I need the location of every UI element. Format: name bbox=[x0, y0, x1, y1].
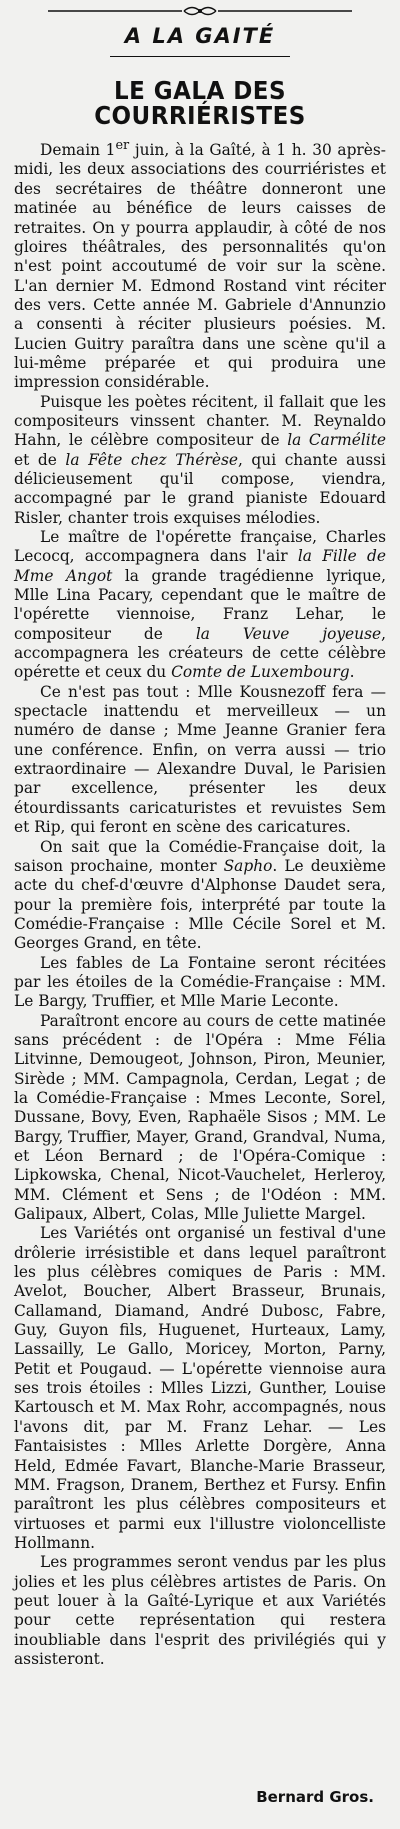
paragraph-8: Les Variétés ont organisé un festival d'une drôlerie irrésistible et dans lequel paraîtront les plus célèbres comiques de Paris : MM. Avelot, Boucher, Albert Brasseur, Brunais, Callamand, Diamand, André Dubosc, Fabre, Guy, Guyon fils, Huguenet, Hurteaux, Lamy, Lassailly, Le Gallo, Moricey, Morton, Parny, Petit et Pougaud. — L'opérette viennoise aura ses trois étoiles : Mlles Lizzi, Gunther, Louise Kartousch et M. Max Rohr, accompagnés, nous l'avons dit, par M. Franz Lehar. — Les Fantaisistes : Mlles Arlette Dorgère, Anna Held, Edmée Favart, Blanche-Marie Brasseur, MM. Fragson, Dranem, Berthez et Fursy. Enfin paraîtront les plus célèbres compositeurs et virtuoses et parmi eux l'illustre violoncelliste Hollmann. bbox=[14, 1224, 386, 1552]
paragraph-5: On sait que la Comédie-Française doit, la saison prochaine, monter Sapho. Le deuxième acte du chef-d'œuvre d'Alphonse Daudet sera, pour la première fois, interprété par toute la Comédie-Française : Mlle Cécile Sorel et M. Georges Grand, en tête. bbox=[14, 837, 386, 953]
paragraph-1: Demain 1er juin, à la Gaîté, à 1 h. 30 après-midi, les deux associations des courriéristes et des secrétaires de théâtre donneront une matinée au bénéfice de leurs caisses de retraites. On y pourra applaudir, à côté de nos gloires théâtrales, des personnalités qu'on n'est point accoutumé de voir sur la scène. L'an dernier M. Edmond Rostand vint réciter des vers. Cette année M. Gabriele d'Annunzio a consenti à réciter plusieurs poésies. M. Lucien Guitry paraîtra dans une scène qu'il a lui-même préparée et qui produira une impression considérable. bbox=[14, 138, 386, 392]
ornament-rule bbox=[48, 4, 352, 18]
kicker-underline bbox=[110, 56, 290, 57]
paragraph-4: Ce n'est pas tout : Mlle Kousnezoff fera — spectacle inattendu et merveilleux — un numéro de danse ; Mme Jeanne Granier fera une conférence. Enfin, on verra aussi — trio extraordinaire — Alexandre Duval, le Parisien par excellence, présenter les deux étourdissants caricaturistes et revuistes Sem et Rip, qui feront en scène des caricatures. bbox=[14, 682, 386, 837]
paragraph-6: Les fables de La Fontaine seront récitées par les étoiles de la Comédie-Française : MM. Le Bargy, Truffier, et Mlle Marie Leconte. bbox=[14, 953, 386, 1011]
article-body bbox=[14, 136, 386, 1669]
article-headline: LE GALA DES COURRIÉRISTES bbox=[94, 76, 306, 130]
paragraph-7: Paraîtront encore au cours de cette matinée sans précédent : de l'Opéra : Mme Félia Litvinne, Demougeot, Johnson, Piron, Meunier, Sirède ; MM. Campagnola, Cerdan, Legat ; de la Comédie-Française : Mmes Leconte, Sorel, Dussane, Bovy, Even, Raphaële Sisos ; MM. Le Bargy, Truffier, Mayer, Grand, Grandval, Numa, et Léon Bernard ; de l'Opéra-Comique : Lipkowska, Chenal, Nicot-Vauchelet, Herleroy, MM. Clément et Sens ; de l'Odéon : MM. Galipaux, Albert, Colas, Mlle Juliette Margel. bbox=[14, 1011, 386, 1224]
paragraph-3: Le maître de l'opérette française, Charles Lecocq, accompagnera dans l'air la Fille de Mme Angot la grande tragédienne lyrique, Mlle Lina Pacary, cependant que le maître de l'opérette viennoise, Franz Lehar, le compositeur de la Veuve joyeuse, accompagnera les créateurs de cette célèbre opérette et ceux du Comte de Luxembourg. bbox=[14, 528, 386, 682]
section-kicker: A LA GAITÉ bbox=[124, 24, 276, 48]
paragraph-2: Puisque les poètes récitent, il fallait que les compositeurs vinssent chanter. M. Reynaldo Hahn, le célèbre compositeur de la Carmélite et de la Fête chez Thérèse, qui chante aussi délicieusement qu'il compose, viendra, accompagné par le grand pianiste Edouard Risler, chanter trois exquises mélodies. bbox=[14, 392, 386, 527]
author-signature: Bernard Gros. bbox=[256, 1788, 374, 1806]
paragraph-9: Les programmes seront vendus par les plus jolies et les plus célèbres artistes de Paris. On peut louer à la Gaîté-Lyrique et aux Variétés pour cette représentation qui restera inoubliable dans l'esprit des privilégiés qui y assisteront. bbox=[14, 1553, 386, 1668]
